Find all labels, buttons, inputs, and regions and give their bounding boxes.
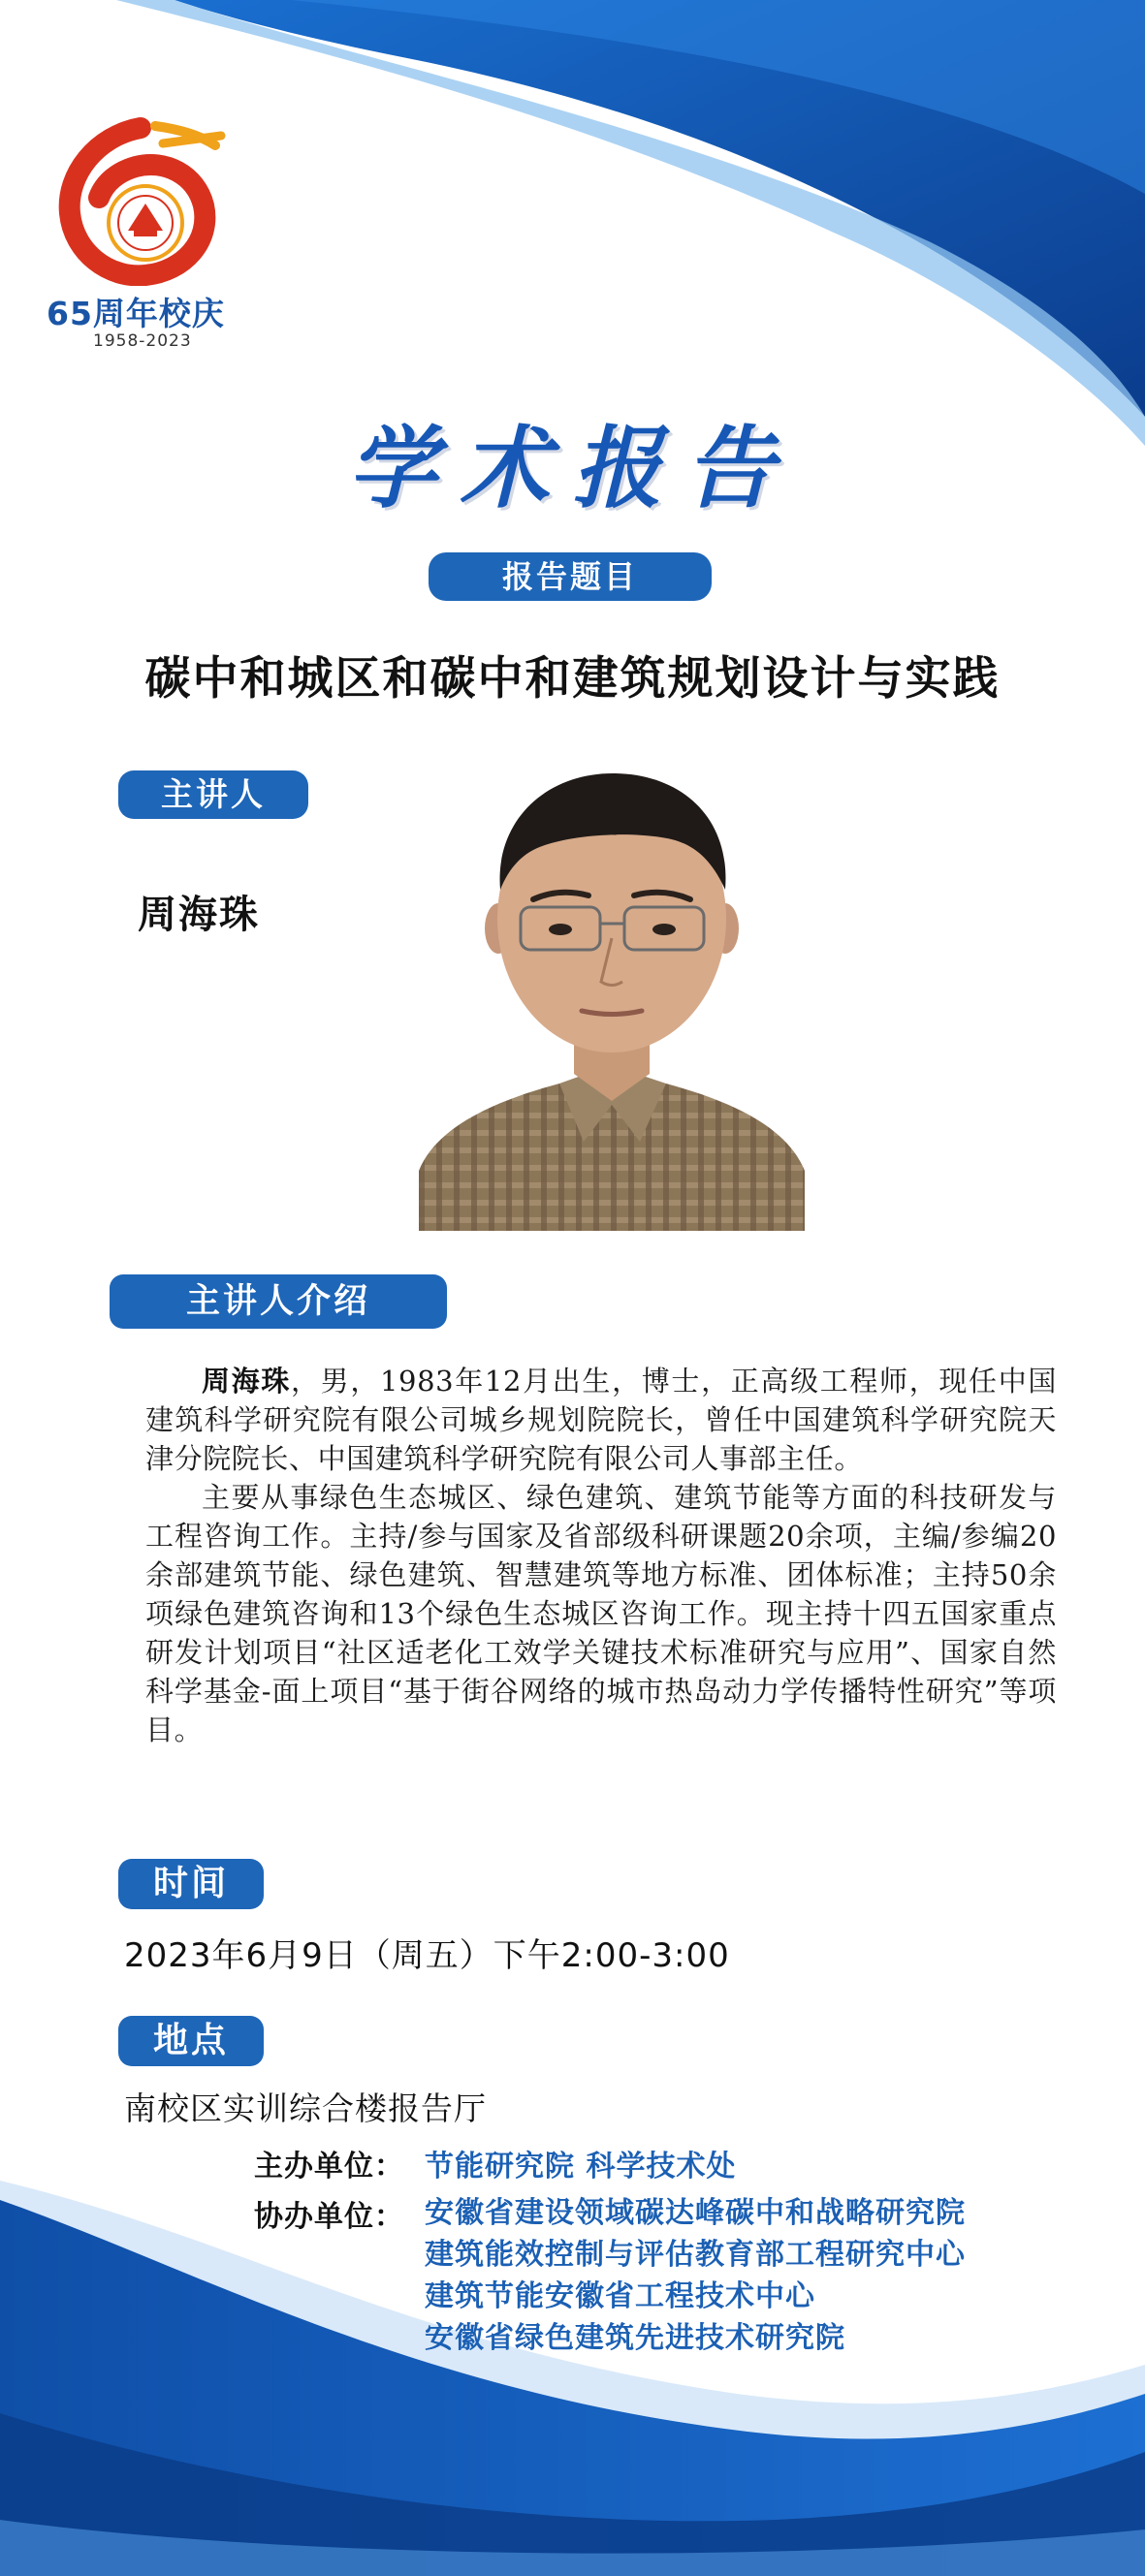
logo-years: 1958-2023 [93,331,192,351]
report-title: 碳中和城区和碳中和建筑规划设计与实践 [144,652,1001,706]
speaker-label: 主讲人 [118,770,308,819]
logo-anniversary-text: 65周年校庆 [47,295,225,332]
host-label: 主办单位： [254,2150,404,2183]
place-label: 地点 [118,2016,264,2066]
place-value: 南校区实训综合楼报告厅 [124,2089,487,2127]
speaker-bio [145,1362,1057,1749]
anniversary-logo [48,116,242,286]
co-organizer-label: 协办单位： [254,2200,404,2234]
bio-paragraph-1-text: ，男，1983年12月出生，博士，正高级工程师，现任中国建筑科学研究院有限公司城乡规划院院长，曾任中国建筑科学研究院天津分院院长、中国建筑科学研究院有限公司人事部主任。 [145,1365,1057,1475]
host-value: 节能研究院 科学技术处 [425,2150,737,2183]
topic-label: 报告题目 [429,552,712,601]
time-value: 2023年6月9日（周五）下午2:00-3:00 [124,1936,730,1975]
co-organizer-item: 安徽省建设领域碳达峰碳中和战略研究院 [425,2196,966,2230]
co-organizer-list [425,2192,966,2359]
speaker-name: 周海珠 [138,893,260,937]
bio-paragraph-2: 主要从事绿色生态城区、绿色建筑、建筑节能等方面的科技研发与工程咨询工作。主持/参与国家及省部级科研课题20余项，主编/参编20余部建筑节能、绿色建筑、智慧建筑等地方标准、团体标准；主持50余项绿色建筑咨询和13个绿色生态城区咨询工作。现主持十四五国家重点研发计划项目“社区适老化工效学关键技术标准研究与应用”、国家自然科学基金-面上项目“基于街谷网络的城市热岛动力学传播特性研究”等项目。 [145,1481,1057,1746]
bio-paragraph-1 [145,1362,1057,1478]
co-organizer-item: 建筑能效控制与评估教育部工程研究中心 [425,2238,966,2272]
page-title: 学术报告 [347,417,798,520]
speaker-portrait-icon [419,764,805,1231]
co-organizer-item: 安徽省绿色建筑先进技术研究院 [425,2321,845,2355]
speaker-intro-label: 主讲人介绍 [110,1274,447,1329]
time-label: 时间 [118,1859,264,1909]
bio-name: 周海珠 [202,1365,291,1398]
co-organizer-item: 建筑节能安徽省工程技术中心 [425,2279,815,2313]
